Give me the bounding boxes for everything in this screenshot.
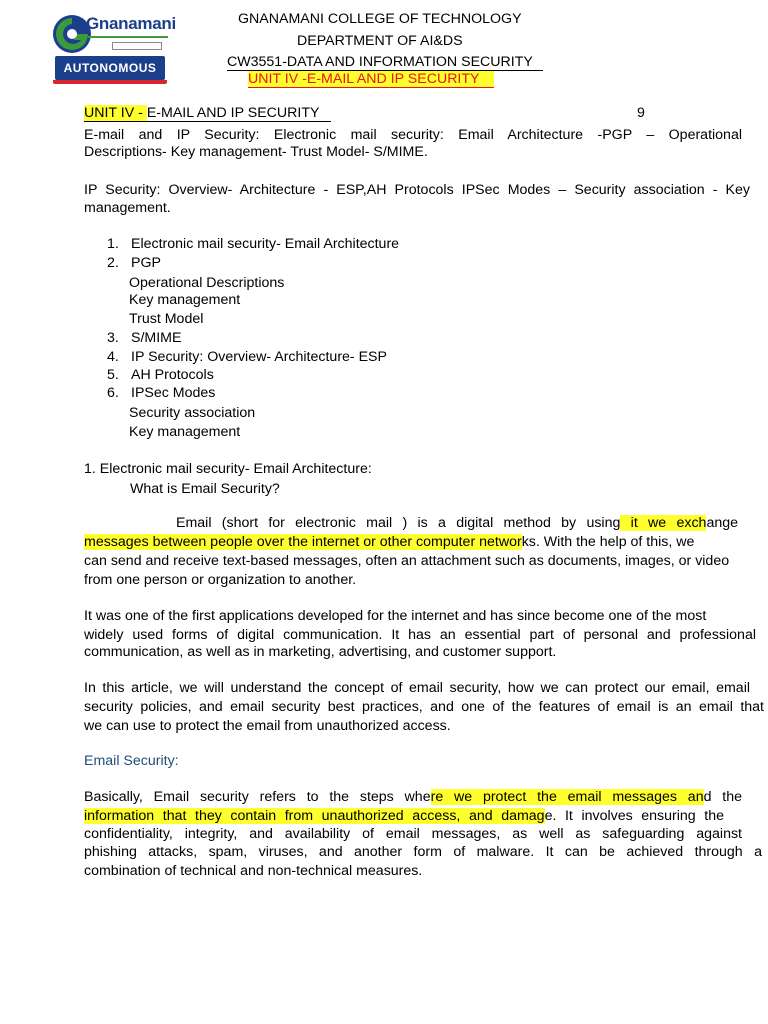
toc-subitem: Key management <box>129 292 241 308</box>
unit-title-highlight: UNIT IV - <box>84 105 147 121</box>
paragraph-4-line1 <box>84 789 742 805</box>
toc-subitem: Trust Model <box>129 311 204 327</box>
syllabus-email-line2: Descriptions- Key management- Trust Model- S/MIME. <box>84 144 428 160</box>
toc-num: 6. <box>107 385 119 401</box>
paragraph-1-line3: can send and receive text-based messages, often an attachment such as documents, images, or video <box>84 553 730 569</box>
logo-underline <box>88 36 168 38</box>
autonomous-badge: AUTONOMOUS <box>55 56 165 80</box>
toc-num: 3. <box>107 330 119 346</box>
paragraph-4-line5: combination of technical and non-technical measures. <box>84 863 423 879</box>
highlighted-text: messages between people over the internet or other computer networ <box>84 534 522 550</box>
toc-item: IPSec Modes <box>131 385 216 401</box>
paragraph-4-line2 <box>84 808 724 824</box>
unit-banner: UNIT IV -E-MAIL AND IP SECURITY <box>248 71 494 88</box>
paragraph-4-line4: phishing attacks, spam, viruses, and another form of malware. It can be achieved through a <box>84 844 762 860</box>
text-span: Basically, Email security refers to the steps whe <box>84 789 431 805</box>
toc-subitem: Security association <box>129 405 256 421</box>
college-name: GNANAMANI COLLEGE OF TECHNOLOGY <box>238 11 522 27</box>
text-span: d the <box>703 789 743 805</box>
paragraph-3-line3: we can use to protect the email from unauthorized access. <box>84 718 451 734</box>
department-name: DEPARTMENT OF AI&DS <box>297 33 463 49</box>
syllabus-ip-line2: management. <box>84 200 171 216</box>
toc-item: AH Protocols <box>131 367 214 383</box>
logo-signature <box>112 42 162 50</box>
highlighted-text: it we exch <box>620 515 707 531</box>
paragraph-2-line3: communication, as well as in marketing, advertising, and customer support. <box>84 644 557 660</box>
logo-wordmark: Gnanamani <box>86 14 176 33</box>
unit-title <box>84 105 331 122</box>
toc-subitem: Operational Descriptions <box>129 275 285 291</box>
syllabus-email-line1: E-mail and IP Security: Electronic mail security: Email Architecture -PGP – Operational <box>84 127 742 143</box>
toc-subitem: Key management <box>129 424 241 440</box>
section-heading: 1. Electronic mail security- Email Architecture: <box>84 461 372 477</box>
toc-item: IP Security: Overview- Architecture- ESP <box>131 349 387 365</box>
toc-item: S/MIME <box>131 330 182 346</box>
toc-item: Electronic mail security- Email Architecture <box>131 236 400 252</box>
unit-title-text: E-MAIL AND IP SECURITY <box>146 105 320 121</box>
toc-num: 2. <box>107 255 119 271</box>
paragraph-1-line4: from one person or organization to another. <box>84 572 357 588</box>
paragraph-4-line3: confidentiality, integrity, and availability of email messages, as well as safeguarding against <box>84 826 742 842</box>
course-title: CW3551-DATA AND INFORMATION SECURITY <box>227 54 543 71</box>
toc-num: 4. <box>107 349 119 365</box>
highlighted-text: information that they contain from unauthorized access, and damag <box>84 808 545 824</box>
paragraph-1-line2 <box>84 534 694 550</box>
text-span: e. It involves ensuring the <box>544 808 724 824</box>
paragraph-2-line2: widely used forms of digital communication. It has an essential part of personal and professional <box>84 627 756 643</box>
syllabus-ip-line1: IP Security: Overview- Architecture - ESP,AH Protocols IPSec Modes – Security association - Key <box>84 182 750 198</box>
text-span: Email (short for electronic mail ) is a digital method by using <box>176 515 621 531</box>
unit-hours: 9 <box>637 105 645 121</box>
email-security-heading: Email Security: <box>84 753 179 769</box>
toc-num: 5. <box>107 367 119 383</box>
section-subheading: What is Email Security? <box>130 481 280 497</box>
paragraph-3-line2: security policies, and email security best practices, and one of the features of email is an email that <box>84 699 764 715</box>
toc-item: PGP <box>131 255 161 271</box>
text-span: ange <box>706 515 739 531</box>
text-span: ks. With the help of this, we <box>521 534 695 550</box>
paragraph-2-line1: It was one of the first applications developed for the internet and has since become one of the most <box>84 608 707 624</box>
toc-num: 1. <box>107 236 119 252</box>
highlighted-text: re we protect the email messages an <box>430 789 704 805</box>
paragraph-3-line1: In this article, we will understand the concept of email security, how we can protect our email, email <box>84 680 750 696</box>
paragraph-1-line1 <box>176 515 738 531</box>
